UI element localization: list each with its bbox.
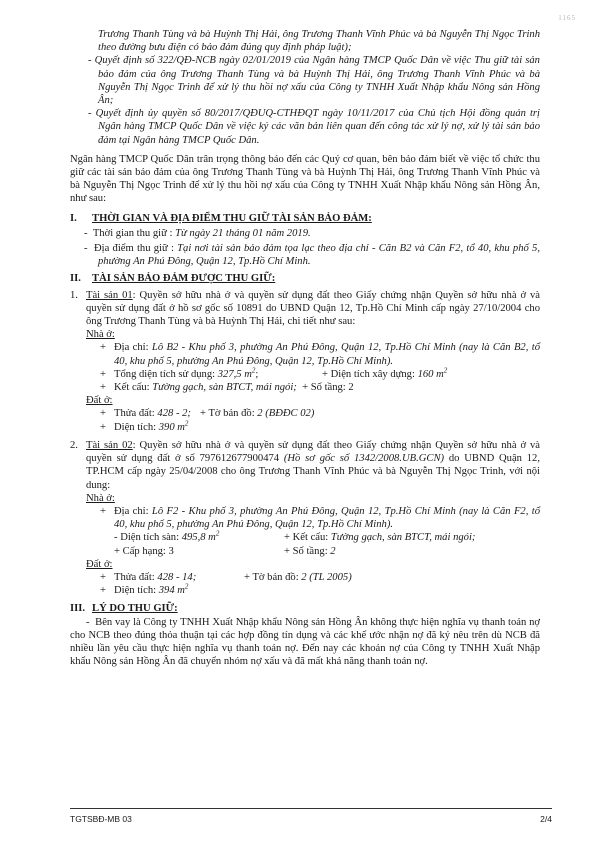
asset-1-house-heading: Nhà ở: (86, 329, 115, 341)
asset-1-land-heading: Đất ở: (86, 395, 113, 407)
asset-2-grade: + Cấp hạng: 3 + Số tầng: 2 (114, 545, 336, 557)
intro-item-decision-80: - Quyết định ủy quyền số 80/2017/QĐUQ-CTHĐQT ngày 10/11/2017 của Chủ tịch Hội đồng quản trị Ngân hàng TMCP Quốc Dân về việc ký các văn bản liên quan đến công tác xử lý nợ, xử lý tài sản bảo đảm tại Ngân hàng TMCP Quốc Dân. (88, 108, 540, 146)
page-footer (70, 808, 552, 824)
asset-1-land-area: + Diện tích: 390 $m^2$ (100, 419, 189, 433)
asset-2-address: + Địa chỉ: Lô F2 - Khu phố 3, phường An Phú Đông, Quận 12, Tp.Hồ Chí Minh (nay là Căn F2, tổ 40, khu phố 5, phường An Phú Đông, Quận 12, Tp.Hồ Chí Minh). (100, 505, 540, 531)
asset-2-plot: + Thửa đất: 428 - 14; + Tờ bản đồ: 2 (TL 2005) (100, 571, 352, 583)
asset-1-plot: + Thửa đất: 428 - 2; + Tờ bản đồ: 2 (BĐĐC 02) (100, 408, 315, 420)
section-1-place: - Địa điểm thu giữ : Tại nơi tài sản bảo đảm tọa lạc theo địa chỉ - Căn B2 và Căn F2, tổ 40, khu phố 5, phường An Phú Đông, Quận 12, Tp.Hồ Chí Minh. (84, 243, 540, 268)
intro-item-decision-322: - Quyết định số 322/QĐ-NCB ngày 02/01/2019 của Ngân hàng TMCP Quốc Dân về việc Thu giữ tài sản bảo đảm của ông Trương Thanh Tùng và bà Huỳnh Thị Hải, ông Trương Thanh Vĩnh Phúc và bà Nguyễn Thị Ngọc Trinh để xử lý thu hồi nợ xấu của Công ty TNHH Xuất Nhập khẩu Nông sản Hồng Ân; (88, 55, 540, 107)
page-stamp: 1165 (558, 14, 576, 22)
page-number: 2/4 (540, 814, 552, 824)
notice-paragraph: Ngân hàng TMCP Quốc Dân trân trọng thông báo đến các Quý cơ quan, bên bảo đảm biết về việc tổ chức thu giữ các tài sản bảo đảm của ông Trương Thanh Tùng và bà Huỳnh Thị Hải, ông Trương Thanh Vĩnh Phúc và bà Nguyễn Thị Ngọc Trinh để xử lý thu hồi nợ xấu của Công ty TNHH Xuất Nhập khẩu Nông sản Hồng Ân, như sau: (70, 153, 540, 205)
section-3-heading: III. LÝ DO THU GIỮ: (70, 603, 178, 615)
asset-2-house-heading: Nhà ở: (86, 492, 115, 504)
intro-item-continued: Trương Thanh Tùng và bà Huỳnh Thị Hải, ông Trương Thanh Vĩnh Phúc và bà Nguyễn Thị Ngọc Trinh theo đường bưu điện có bảo đảm đúng quy định pháp luật); (98, 29, 540, 54)
section-1-time: - Thời gian thu giữ : Từ ngày 21 tháng 01 năm 2019. (84, 227, 311, 239)
asset-1-structure: + Kết cấu: Tường gạch, sàn BTCT, mái ngói; + Số tầng: 2 (100, 382, 354, 394)
section-3-body: - Bên vay là Công ty TNHH Xuất Nhập khẩu Nông sản Hồng Ân không thực hiện nghĩa vụ thanh toán nợ cho NCB theo đúng thỏa thuận tại các hợp đồng tín dụng và các khế ước nhận nợ đã ký nêu trên dù NCB đã nhiều lần yêu cầu thực hiện nghĩa vụ thanh toán nợ. Đến nay các khoản nợ của Công ty TNHH Xuất Nhập khẩu Nông sản Hồng Ân đã chuyển nhóm nợ xấu và đã mất khả năng thanh toán nợ. (70, 616, 540, 668)
asset-2-area: - Diện tích sàn: 495,8 $m^2$ + Kết cấu: Tường gạch, sàn BTCT, mái ngói; (114, 529, 476, 544)
section-1-heading: I. THỜI GIAN VÀ ĐỊA ĐIỂM THU GIỮ TÀI SẢN BẢO ĐẢM: (70, 212, 372, 224)
asset-1-description: 1. Tài sản 01: Quyền sở hữu nhà ở và quyền sử dụng đất theo Giấy chứng nhận Quyền sở hữu nhà ở và quyền sử dụng đất ở hồ sơ gốc số 10891 do UBND Quận 12, Tp.Hồ Chí Minh cấp ngày 27/10/2004 cho ông Trương Thanh Tùng và bà Huỳnh Thị Hải, chi tiết như sau: (70, 289, 540, 328)
asset-2-land-heading: Đất ở: (86, 558, 113, 570)
section-2-heading: II. TÀI SẢN BẢO ĐẢM ĐƯỢC THU GIỮ: (70, 273, 276, 285)
asset-2-land-area: + Diện tích: 394 $m^2$ (100, 582, 189, 597)
document-code: TGTSBĐ-MB 03 (70, 814, 132, 824)
asset-1-address: + Địa chỉ: Lô B2 - Khu phố 3, phường An Phú Đông, Quận 12, Tp.Hồ Chí Minh (nay là Căn B2, tổ 40, khu phố 5, phường An Phú Đông, Quận 12, Tp.Hồ Chí Minh). (100, 342, 540, 367)
asset-1-areas: + Tổng diện tích sử dụng: 327,5 $m^2$; + Diện tích xây dựng: 160 $m^2$ (100, 366, 448, 380)
asset-2-description: 2. Tài sản 02: Quyền sở hữu nhà ở và quyền sử dụng đất theo Giấy chứng nhận Quyền sở hữu nhà ở và quyền sử dụng đất ở số 797612677900474 (Hồ sơ gốc số 1342/2008.UB.GCN) do UBND Quận 12, TP.HCM cấp ngày 25/04/2008 cho ông Trương Thanh Vĩnh Phúc và bà Nguyễn Thị Ngọc Trinh, với nội dung: (70, 439, 540, 491)
document-body (70, 28, 540, 668)
